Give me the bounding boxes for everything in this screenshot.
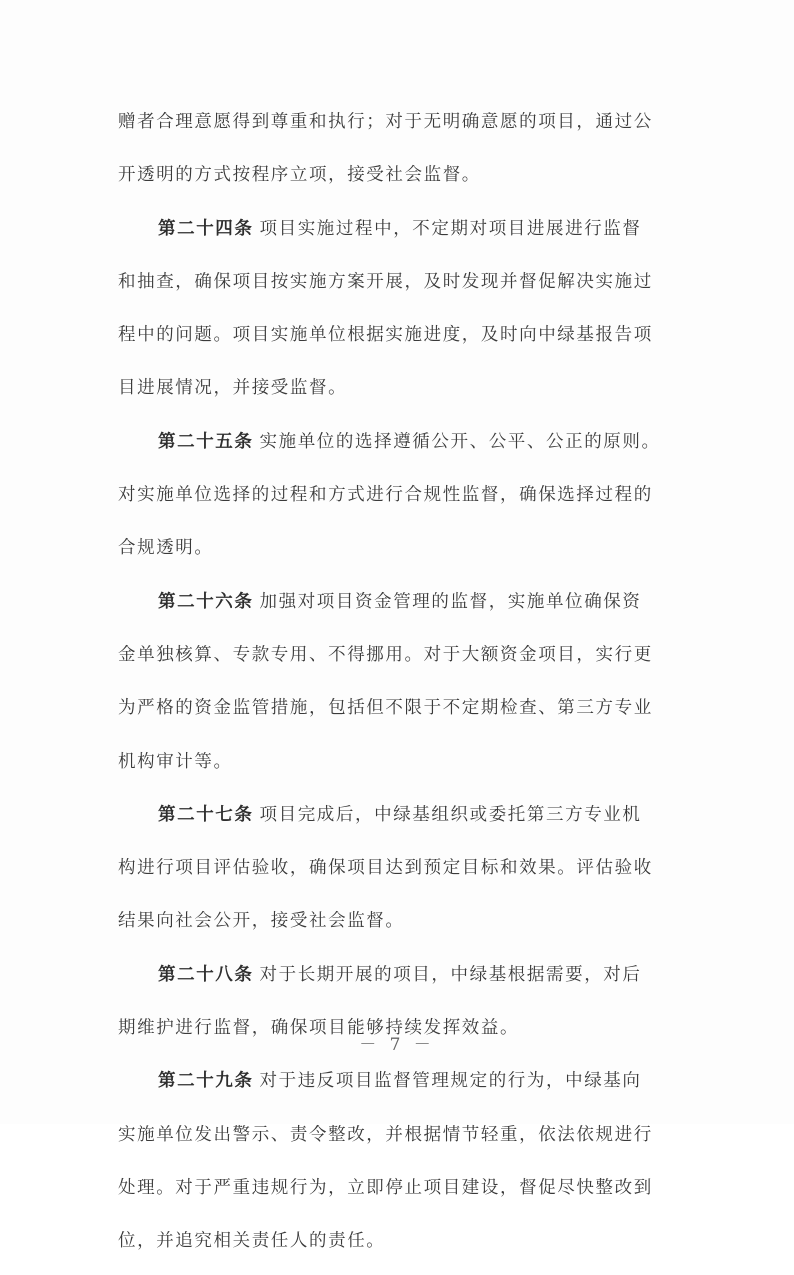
text-line: [118, 848, 674, 901]
line-text: 项目完成后，中绿基组织或委托第三方专业机: [259, 804, 642, 825]
line-text: 合规透明。: [118, 538, 214, 559]
article-26-first-line: [118, 582, 674, 635]
article-27-first-line: [118, 795, 674, 848]
text-line: [118, 1115, 674, 1168]
article-heading: 第二十七条: [158, 804, 254, 825]
text-line: [118, 1221, 674, 1274]
line-text: 对于长期开展的项目，中绿基根据需要，对后: [259, 964, 642, 985]
line-text: 赠者合理意愿得到尊重和执行；对于无明确意愿的项目，通过公: [118, 112, 653, 132]
line-text: 构进行项目评估验收，确保项目达到预定目标和效果。评估验收: [118, 858, 653, 879]
line-text: 位，并追究相关责任人的责任。: [118, 1231, 386, 1252]
article-heading: 第二十九条: [158, 1071, 254, 1092]
article-29-first-line: [118, 1061, 674, 1114]
line-text: 实施单位发出警示、责令整改，并根据情节轻重，依法依规进行: [118, 1124, 653, 1145]
text-line: [118, 102, 674, 155]
article-heading: 第二十八条: [158, 964, 254, 985]
text-line: [118, 742, 674, 795]
article-24-first-line: [118, 209, 674, 262]
text-line: [118, 315, 674, 368]
page-number: － 7 －: [359, 1035, 435, 1055]
text-line: [118, 368, 674, 421]
text-line: [118, 1168, 674, 1221]
article-heading: 第二十四条: [158, 218, 254, 239]
line-text: 为严格的资金监管措施，包括但不限于不定期检查、第三方专业: [118, 698, 653, 719]
text-line: [118, 262, 674, 315]
line-text: 结果向社会公开，接受社会监督。: [118, 911, 405, 932]
line-text: 期维护进行监督，确保项目能够持续发挥效益。: [118, 1018, 520, 1039]
text-line: [118, 635, 674, 688]
line-text: 程中的问题。项目实施单位根据实施进度，及时向中绿基报告项: [118, 325, 653, 346]
line-text: 金单独核算、专款专用、不得挪用。对于大额资金项目，实行更: [118, 644, 653, 665]
text-line: [118, 901, 674, 954]
article-28-first-line: [118, 955, 674, 1008]
article-25-first-line: [118, 422, 674, 475]
line-text: 开透明的方式按程序立项，接受社会监督。: [118, 165, 481, 186]
article-heading: 第二十六条: [158, 591, 254, 612]
line-text: 对实施单位选择的过程和方式进行合规性监督，确保选择过程的: [118, 485, 653, 506]
line-text: 对于违反项目监督管理规定的行为，中绿基向: [259, 1071, 642, 1092]
line-text: 目进展情况，并接受监督。: [118, 378, 348, 399]
text-line: [118, 528, 674, 581]
text-line: [118, 155, 674, 208]
text-line: [118, 688, 674, 741]
article-heading: 第二十五条: [158, 431, 254, 452]
line-text: 机构审计等。: [118, 751, 233, 772]
line-text: 处理。对于严重违规行为，立即停止项目建设，督促尽快整改到: [118, 1177, 653, 1198]
line-text: 项目实施过程中，不定期对项目进展进行监督: [259, 218, 642, 239]
line-text: 和抽查，确保项目按实施方案开展，及时发现并督促解决实施过: [118, 271, 653, 292]
line-text: 实施单位的选择遵循公开、公平、公正的原则。: [259, 431, 661, 452]
line-text: 加强对项目资金管理的监督，实施单位确保资: [259, 591, 642, 612]
text-line: [118, 475, 674, 528]
document-body: [118, 102, 674, 1275]
